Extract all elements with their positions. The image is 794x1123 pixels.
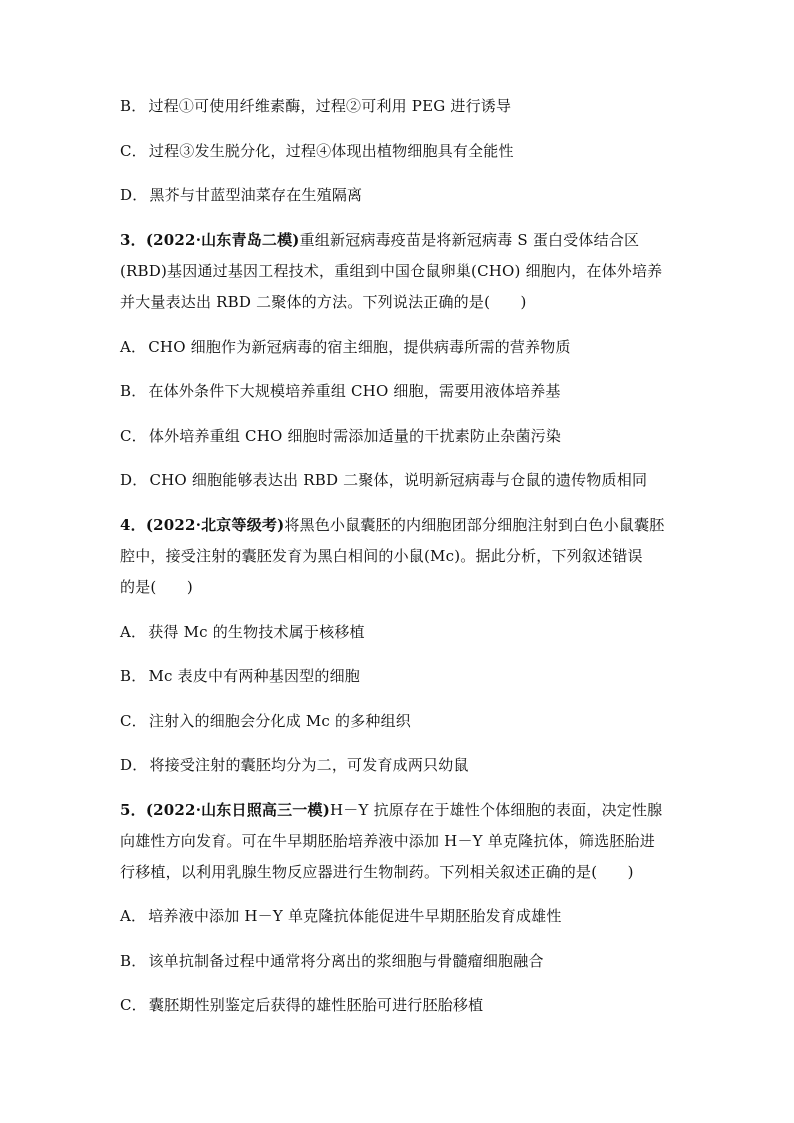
option-label: A． — [120, 907, 147, 925]
q2-option-b — [120, 95, 511, 117]
option-text: 该单抗制备过程中通常将分离出的浆细胞与骨髓瘤细胞融合 — [148, 952, 544, 970]
q5-stem-line-2 — [120, 830, 655, 852]
question-number: 4． — [120, 516, 146, 534]
option-label: D． — [120, 471, 148, 489]
q4-stem-line-3 — [120, 576, 193, 598]
option-text: 注射入的细胞会分化成 Mc 的多种组织 — [148, 712, 411, 730]
option-label: C． — [120, 142, 147, 160]
option-label: B． — [120, 97, 147, 115]
q4-option-a — [120, 621, 365, 643]
option-label: C． — [120, 712, 147, 730]
option-text: 体外培养重组 CHO 细胞时需添加适量的干扰素防止杂菌污染 — [148, 427, 562, 445]
q2-option-c — [120, 140, 514, 162]
option-text: CHO 细胞能够表达出 RBD 二聚体，说明新冠病毒与仓鼠的遗传物质相同 — [149, 471, 648, 489]
option-text: Mc 表皮中有两种基因型的细胞 — [148, 667, 360, 685]
q2-option-d — [120, 184, 362, 206]
question-source: (2022·山东青岛二模) — [145, 231, 300, 249]
q3-option-a — [120, 336, 571, 358]
option-text: 在体外条件下大规模培养重组 CHO 细胞，需要用液体培养基 — [148, 382, 561, 400]
option-label: B． — [120, 952, 147, 970]
q5-option-b — [120, 950, 544, 972]
question-number: 3． — [120, 231, 146, 249]
option-label: C． — [120, 427, 147, 445]
question-source: (2022·北京等级考) — [145, 516, 285, 534]
option-label: A． — [120, 623, 147, 641]
q3-stem-line-3 — [120, 291, 527, 313]
q4-stem-line-2 — [120, 545, 643, 567]
q4-option-c — [120, 710, 411, 732]
option-text: 囊胚期性别鉴定后获得的雄性胚胎可进行胚胎移植 — [148, 996, 484, 1014]
option-label: D． — [120, 756, 148, 774]
q5-option-c — [120, 994, 483, 1016]
question-stem: H－Y 抗原存在于雄性个体细胞的表面，决定性腺 — [330, 801, 663, 819]
option-text: 培养液中添加 H－Y 单克隆抗体能促进牛早期胚胎发育成雄性 — [148, 907, 562, 925]
option-text: 过程③发生脱分化，过程④体现出植物细胞具有全能性 — [148, 142, 514, 160]
question-source: (2022·山东日照高三一模) — [145, 801, 331, 819]
question-number: 5． — [120, 801, 146, 819]
q3-option-b — [120, 380, 561, 402]
q5-stem-line-3 — [120, 861, 634, 883]
q3-option-c — [120, 425, 561, 447]
option-label: A． — [120, 338, 147, 356]
option-text: 将接受注射的囊胚均分为二，可发育成两只幼鼠 — [149, 756, 469, 774]
q4-option-b — [120, 665, 360, 687]
question-stem: 重组新冠病毒疫苗是将新冠病毒 S 蛋白受体结合区 — [299, 231, 640, 249]
q3-stem-line-2 — [120, 260, 662, 282]
option-label: B． — [120, 382, 147, 400]
option-label: B． — [120, 667, 147, 685]
question-stem: (RBD)基因通过基因工程技术，重组到中国仓鼠卵巢(CHO) 细胞内，在体外培养 — [120, 262, 663, 280]
q4-option-d — [120, 754, 469, 776]
q5-stem-line-1 — [120, 799, 662, 821]
question-stem: 的是( ) — [120, 578, 193, 596]
option-label: C． — [120, 996, 147, 1014]
q3-stem-line-1 — [120, 229, 639, 251]
question-stem: 将黑色小鼠囊胚的内细胞团部分细胞注射到白色小鼠囊胚 — [284, 516, 665, 534]
q4-stem-line-1 — [120, 514, 664, 536]
question-stem: 行移植，以利用乳腺生物反应器进行生物制药。下列相关叙述正确的是( ) — [120, 863, 634, 881]
q5-option-a — [120, 905, 562, 927]
option-label: D． — [120, 186, 148, 204]
question-stem: 腔中，接受注射的囊胚发育为黑白相间的小鼠(Mc)。据此分析，下列叙述错误 — [120, 547, 643, 565]
q3-option-d — [120, 469, 647, 491]
question-stem: 向雄性方向发育。可在牛早期胚胎培养液中添加 H－Y 单克隆抗体，筛选胚胎进 — [120, 832, 655, 850]
option-text: 黑芥与甘蓝型油菜存在生殖隔离 — [149, 186, 363, 204]
option-text: 过程①可使用纤维素酶，过程②可利用 PEG 进行诱导 — [148, 97, 512, 115]
question-stem: 并大量表达出 RBD 二聚体的方法。下列说法正确的是( ) — [120, 293, 527, 311]
option-text: CHO 细胞作为新冠病毒的宿主细胞，提供病毒所需的营养物质 — [148, 338, 571, 356]
option-text: 获得 Mc 的生物技术属于核移植 — [148, 623, 365, 641]
